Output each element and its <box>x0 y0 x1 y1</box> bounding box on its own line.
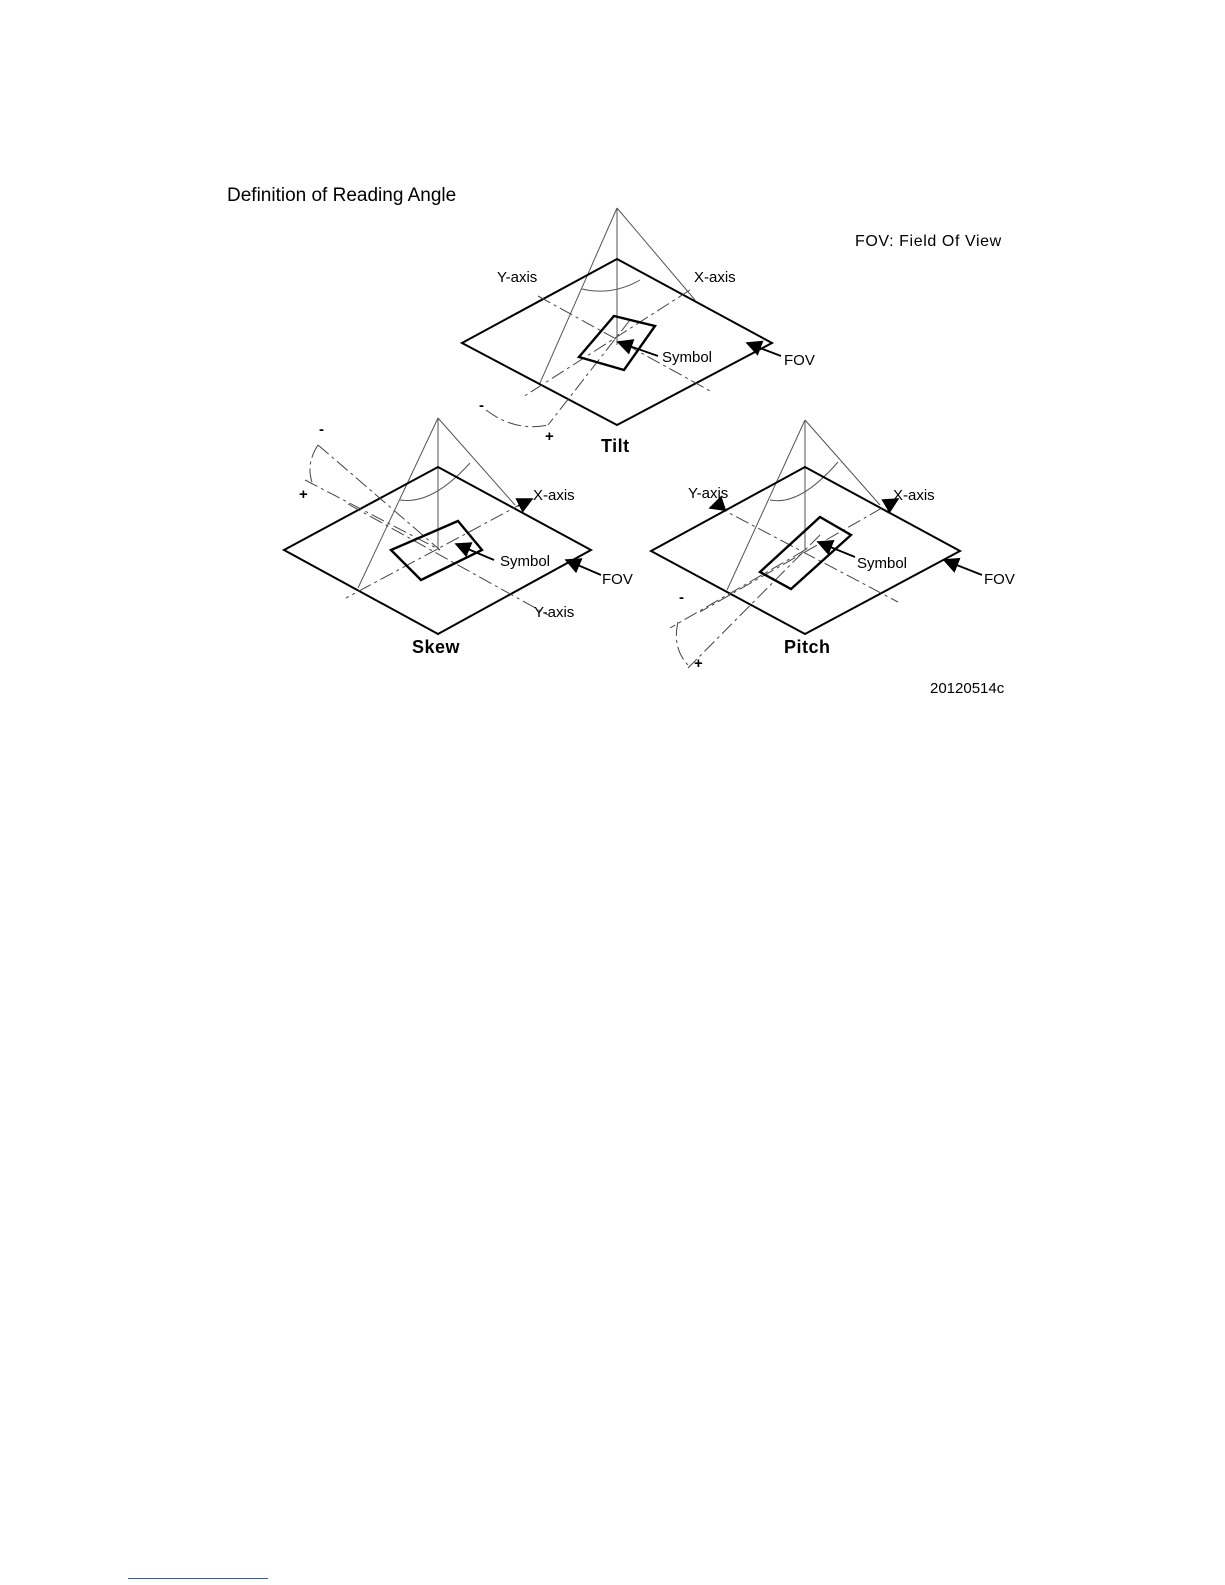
skew-x-axis-arrow <box>518 499 532 506</box>
tilt-cone-line-right <box>617 208 695 300</box>
footnote-rule <box>128 1578 268 1579</box>
document-id: 20120514c <box>930 680 1005 697</box>
pitch-y-axis-line <box>714 505 898 602</box>
pitch-x-axis-label: X-axis <box>893 487 935 504</box>
pitch-y-axis-label: Y-axis <box>688 485 729 502</box>
pitch-symbol-label: Symbol <box>857 555 908 572</box>
skew-panel <box>284 418 633 657</box>
pitch-fov-pointer <box>944 560 982 575</box>
fov-legend: FOV: Field Of View <box>855 233 1002 250</box>
pitch-x-axis-line <box>700 508 882 612</box>
tilt-angle-arc <box>486 410 548 427</box>
pitch-reference-axis <box>670 550 805 628</box>
tilt-plus-sign: + <box>545 428 554 445</box>
pitch-cone-line-right <box>805 420 880 505</box>
skew-caption: Skew <box>412 637 461 657</box>
skew-symbol-label: Symbol <box>500 553 551 570</box>
skew-fov-label: FOV <box>602 571 633 588</box>
pitch-cone-line-left <box>727 420 805 590</box>
skew-reference-axis <box>305 480 440 550</box>
tilt-minus-sign: - <box>479 397 484 414</box>
skew-y-axis-label: Y-axis <box>534 604 575 621</box>
diagram-title: Definition of Reading Angle <box>227 185 457 206</box>
tilt-panel <box>462 208 815 456</box>
skew-symbol-pointer <box>456 544 494 560</box>
tilt-symbol-pointer <box>618 342 658 356</box>
skew-x-axis-line <box>346 502 525 598</box>
tilt-y-axis-label: Y-axis <box>497 269 538 286</box>
tilt-x-axis-label: X-axis <box>694 269 736 286</box>
pitch-symbol-pointer <box>818 542 855 557</box>
pitch-y-axis-arrow <box>710 504 722 508</box>
skew-x-axis-label: X-axis <box>533 487 575 504</box>
skew-plus-sign: + <box>299 486 308 503</box>
tilt-symbol-label: Symbol <box>662 349 713 366</box>
skew-skewed-axis <box>318 445 440 550</box>
pitch-fov-label: FOV <box>984 571 1015 588</box>
tilt-cone-arc <box>582 280 640 291</box>
pitch-plus-sign: + <box>694 655 703 672</box>
skew-cone-line-right <box>438 418 515 505</box>
skew-minus-sign: - <box>319 421 324 438</box>
skew-angle-arc <box>310 445 318 485</box>
skew-fov-pointer <box>566 560 601 575</box>
pitch-panel <box>651 420 1015 672</box>
tilt-fov-label: FOV <box>784 352 815 369</box>
pitch-angle-arc <box>676 622 688 665</box>
pitch-minus-sign: - <box>679 589 684 606</box>
tilt-caption: Tilt <box>601 436 630 456</box>
pitch-caption: Pitch <box>784 637 831 657</box>
tilt-x-axis-line <box>523 290 690 397</box>
